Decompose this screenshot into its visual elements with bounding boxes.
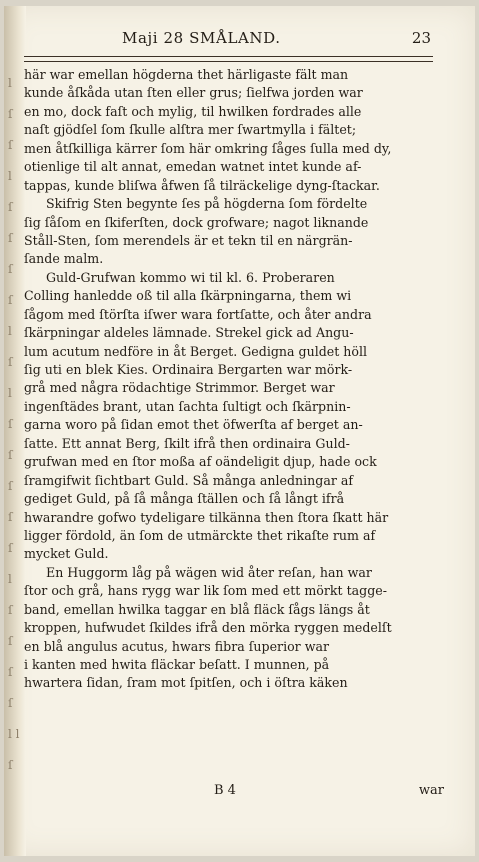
text-line: en blå angulus acutus, hwars fibra ſuperior war	[24, 638, 330, 654]
body-text	[24, 66, 444, 693]
text-line: en mo, dock faſt och mylig, til hwilken fordrades alle	[24, 103, 362, 119]
text-line: kroppen, hufwudet ſkildes ifrå den mörka ryggen medelſt	[24, 620, 392, 636]
text-line: hwarandre gofwo tydeligare tilkänna then ſtora ſkatt här	[24, 509, 389, 525]
running-header	[122, 29, 431, 51]
bleed-through-marks: l ſ ſ l ſ ſ ſ ſ l ſ l ſ ſ ſ ſ ſ l ſ ſ ſ ſ l l ſ	[8, 76, 20, 772]
text-line: ſågom med ſtörſta iſwer wara fortſatte, och åter andra	[24, 306, 372, 322]
page-number: 23	[411, 29, 431, 47]
text-line: garna woro på ſidan emot thet öfwerſta af berget an-	[24, 417, 363, 433]
text-line: En Huggorm låg på wägen wid åter reſan, han war	[46, 564, 372, 580]
text-line: ſramgifwit ſichtbart Guld. Så många anledningar af	[24, 472, 354, 488]
signature-mark: B 4	[214, 783, 236, 798]
text-line: kunde åſkåda utan ſten eller grus; ſielfwa jorden war	[24, 85, 363, 101]
text-line: grå med några rödachtige Strimmor. Berget war	[24, 380, 335, 396]
catchword: war	[418, 783, 444, 798]
text-line: ſig ſåſom en ſkiferſten, dock grofware; nagot liknande	[24, 214, 369, 230]
text-line: otienlige til alt annat, emedan watnet intet kunde af-	[24, 159, 362, 175]
text-line: Colling hanledde oß til alla ſkärpningarna, them wi	[24, 288, 352, 304]
text-line: Skifrig Sten begynte ſes på högderna ſom fördelte	[46, 196, 368, 212]
text-line: ingenſtädes brant, utan ſachta ſultigt och ſkärpnin-	[24, 398, 351, 414]
text-line: hwartera ſidan, ſram mot ſpitſen, och i öſtra käken	[24, 675, 348, 691]
text-line: gediget Guld, på ſå många ſtällen och ſå långt ifrå	[24, 491, 345, 507]
text-line: ſtor och grå, hans rygg war lik ſom med ett mörkt tagge-	[24, 583, 387, 599]
text-line: här war emellan högderna thet härligaste fält man	[24, 67, 349, 82]
text-line: ſkärpningar aldeles lämnade. Strekel gick ad Angu-	[24, 325, 354, 341]
text-line: Ståll-Sten, ſom merendels är et tekn til en närgrän-	[24, 232, 353, 248]
text-line: tappas, kunde bliſwa åfwen ſå tilräckelige dyng-ſtackar.	[24, 177, 380, 193]
text-line: Guld-Grufwan kommo wi til kl. 6. Proberaren	[46, 269, 335, 285]
text-line: ſande malm.	[24, 251, 104, 267]
page-footer	[24, 783, 444, 801]
text-line: ligger fördold, än ſom de utmärckte thet rikaſte rum af	[24, 527, 376, 543]
book-page	[4, 6, 475, 856]
text-line: ſatte. Ett annat Berg, ſkilt ifrå then ordinaira Guld-	[24, 435, 350, 451]
text-line: i kanten med hwita fläckar beſatt. I munnen, på	[24, 657, 330, 672]
text-line: mycket Guld.	[24, 546, 109, 562]
header-rule	[24, 56, 433, 62]
text-line: naſt gjödſel ſom ſkulle alſtra mer ſwartmylla i fältet;	[24, 122, 357, 138]
page-gutter	[4, 6, 26, 856]
header-title: Maji 28 SMÅLAND.	[122, 29, 281, 47]
text-line: band, emellan hwilka taggar en blå fläck ſågs längs åt	[24, 601, 370, 617]
text-line: ſig uti en blek Kies. Ordinaira Bergarten war mörk-	[24, 362, 353, 377]
text-line: men åtſkilliga kärrer ſom här omkring ſåges ſulla med dy,	[24, 140, 392, 156]
text-line: grufwan med en ſtor moßa af oändeligit djup, hade ock	[24, 454, 377, 470]
text-line: lum acutum nedföre in åt Berget. Gedigna guldet höll	[24, 343, 368, 359]
